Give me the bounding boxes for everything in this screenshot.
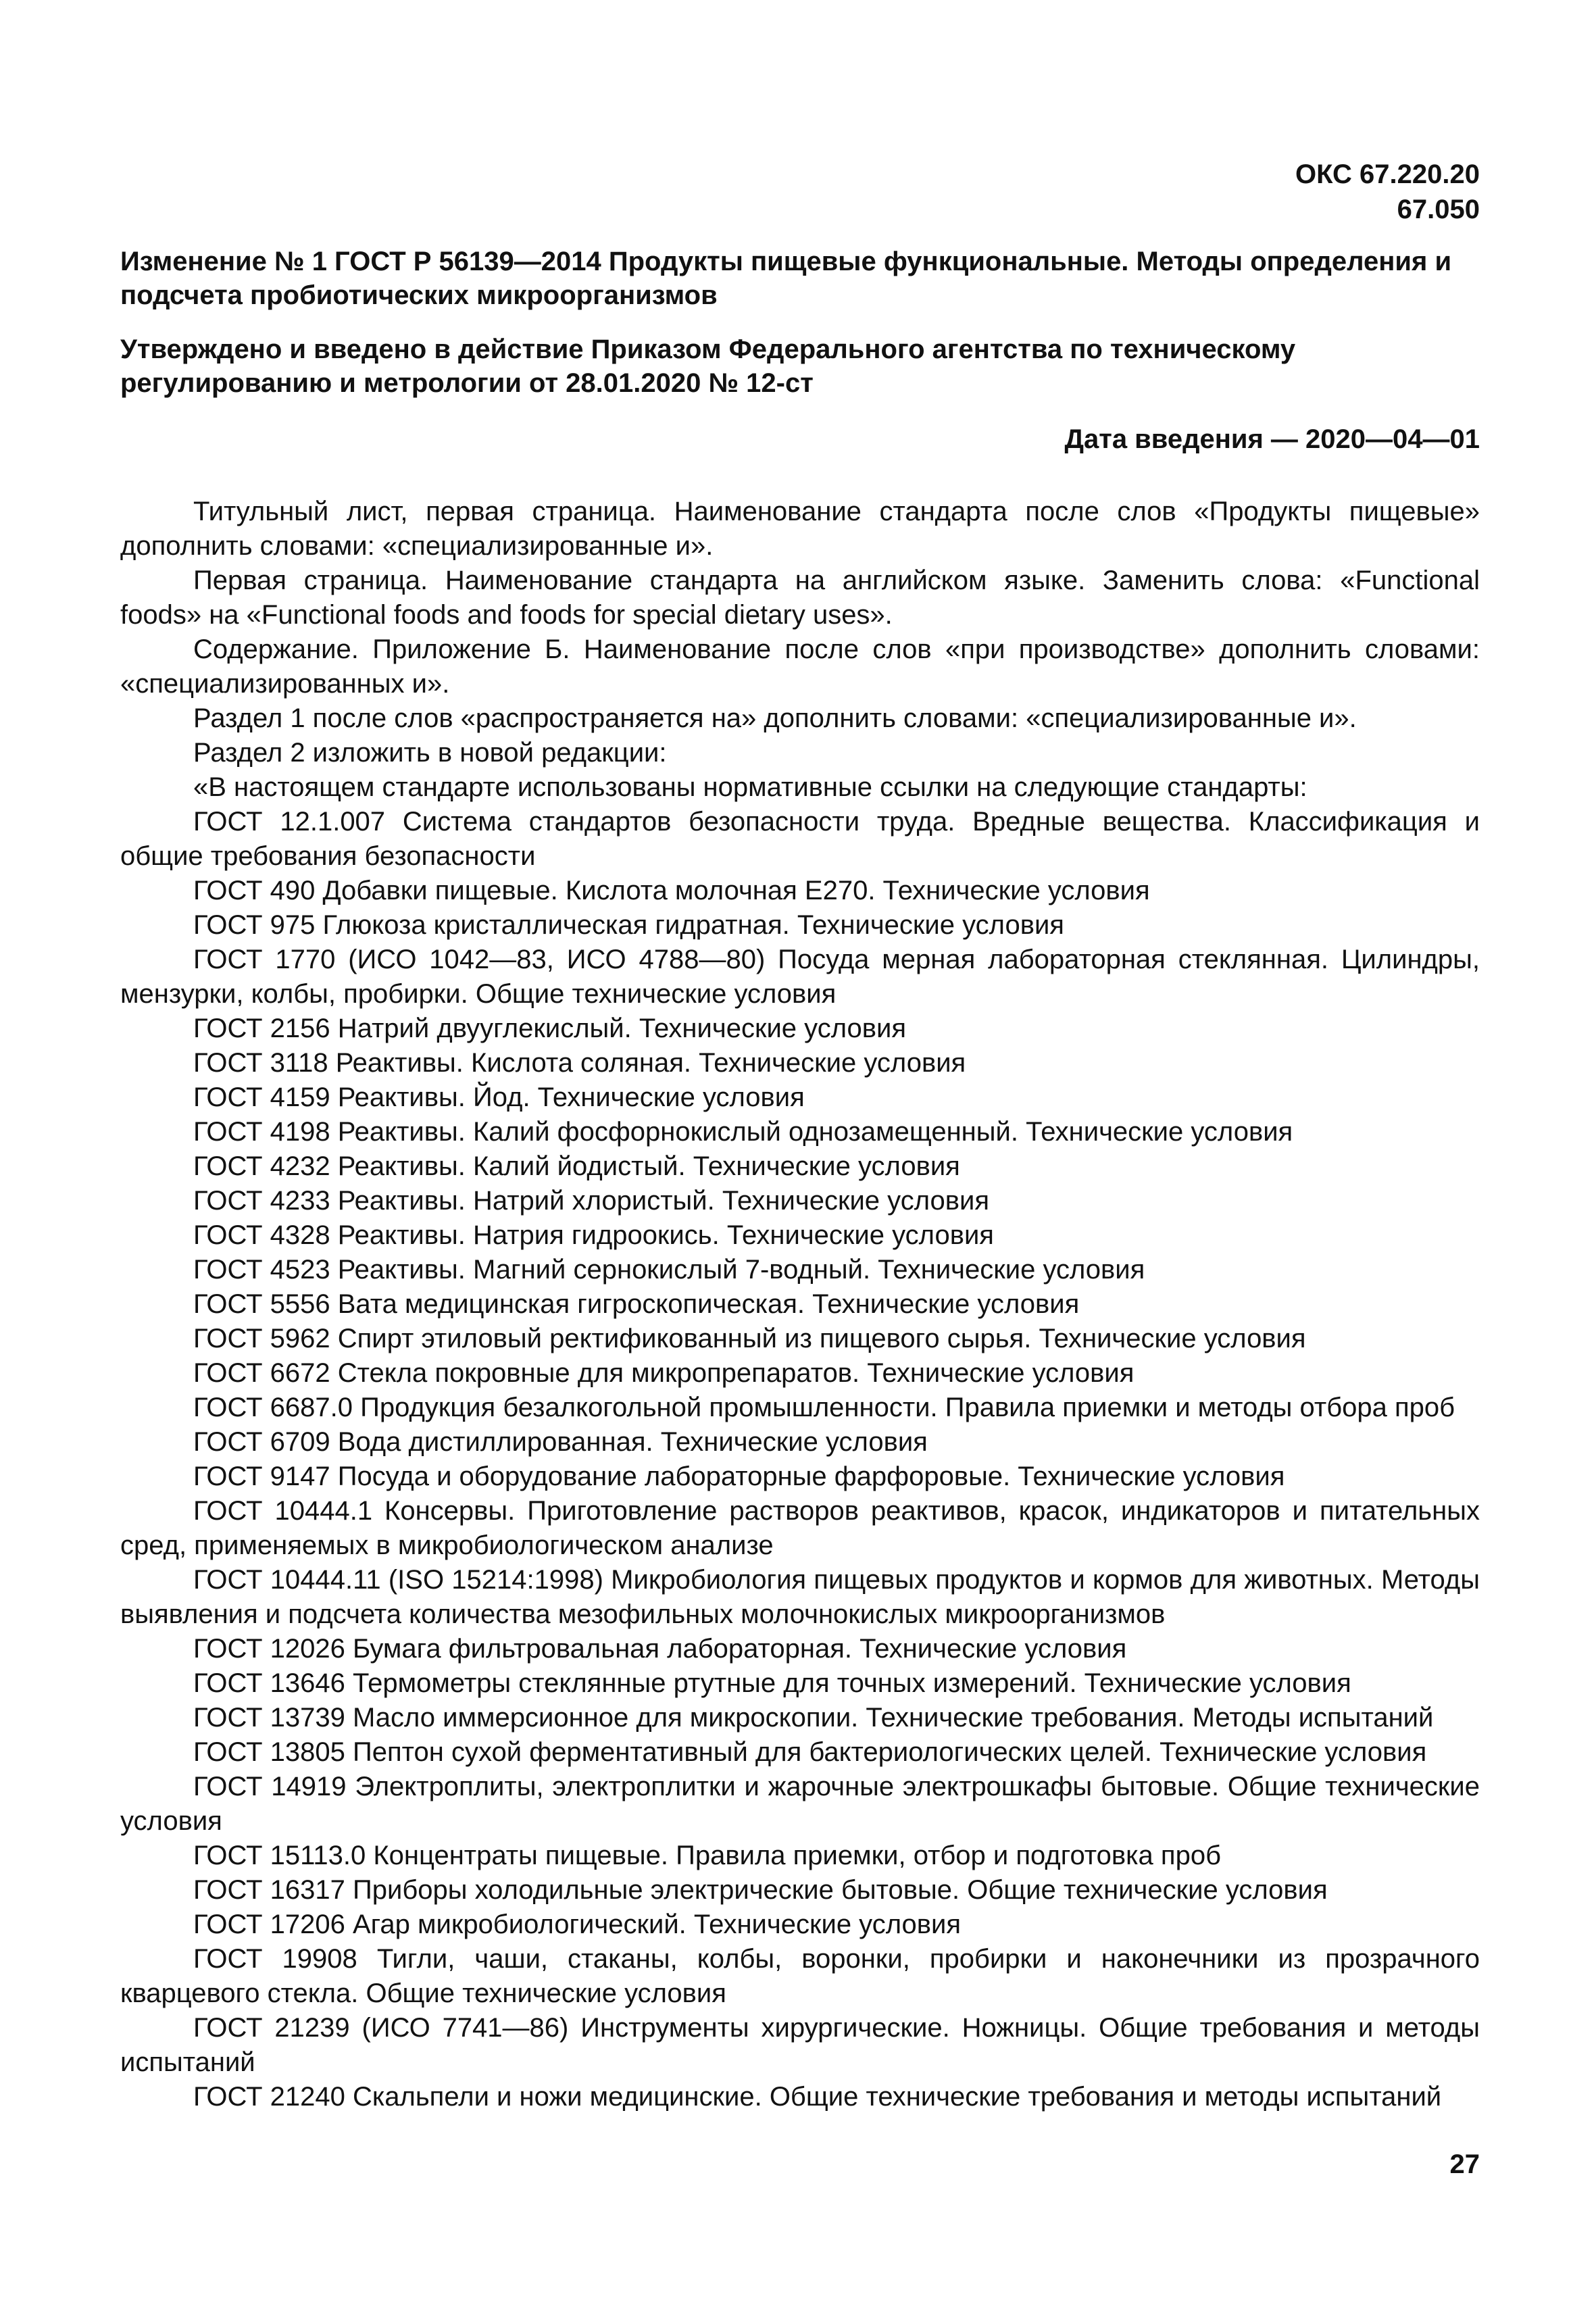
oks-codes [120, 157, 1480, 227]
body-paragraph: ГОСТ 6687.0 Продукция безалкогольной промышленности. Правила приемки и методы отбора проб [193, 1393, 1455, 1422]
body-paragraph: ГОСТ 19908 Тигли, чаши, стаканы, колбы, воронки, пробирки и наконечники из прозрачного кварцевого стекла. Общие технические условия [120, 1944, 1480, 2008]
body-paragraph: Титульный лист, первая страница. Наименование стандарта после слов «Продукты пищевые» дополнить словами: «специализированные и». [120, 497, 1480, 561]
body-paragraph: ГОСТ 12026 Бумага фильтровальная лабораторная. Технические условия [193, 1634, 1127, 1664]
body-paragraph: ГОСТ 13646 Термометры стеклянные ртутные для точных измерений. Технические условия [193, 1668, 1351, 1698]
document-body [120, 495, 1480, 2114]
body-paragraph: ГОСТ 21239 (ИСО 7741—86) Инструменты хирургические. Ножницы. Общие требования и методы испытаний [120, 2013, 1480, 2077]
body-paragraph: ГОСТ 4159 Реактивы. Йод. Технические условия [193, 1082, 805, 1112]
body-paragraph: Раздел 2 изложить в новой редакции: [193, 738, 667, 768]
body-paragraph: ГОСТ 5962 Спирт этиловый ректификованный из пищевого сырья. Технические условия [193, 1324, 1306, 1353]
body-paragraph: ГОСТ 4523 Реактивы. Магний сернокислый 7-водный. Технические условия [193, 1255, 1145, 1285]
body-paragraph: ГОСТ 15113.0 Концентраты пищевые. Правила приемки, отбор и подготовка проб [193, 1841, 1221, 1870]
body-paragraph: ГОСТ 4232 Реактивы. Калий йодистый. Технические условия [193, 1151, 960, 1181]
body-paragraph: ГОСТ 12.1.007 Система стандартов безопасности труда. Вредные вещества. Классификация и общие требования безопасности [120, 807, 1480, 871]
body-paragraph: ГОСТ 4233 Реактивы. Натрий хлористый. Технические условия [193, 1186, 989, 1216]
approval-statement: Утверждено и введено в действие Приказом Федерального агентства по техническому регулированию и метрологии от 28.01.2020 № 12-ст [120, 334, 1296, 398]
body-paragraph: «В настоящем стандарте использованы нормативные ссылки на следующие стандарты: [193, 772, 1307, 802]
body-paragraph: Раздел 1 после слов «распространяется на» дополнить словами: «специализированные и». [193, 703, 1357, 733]
body-paragraph: ГОСТ 975 Глюкоза кристаллическая гидратная. Технические условия [193, 910, 1064, 940]
body-paragraph: ГОСТ 13739 Масло иммерсионное для микроскопии. Технические требования. Методы испытаний [193, 1703, 1434, 1733]
body-paragraph: ГОСТ 5556 Вата медицинская гигроскопическая. Технические условия [193, 1289, 1080, 1319]
body-paragraph: ГОСТ 9147 Посуда и оборудование лабораторные фарфоровые. Технические условия [193, 1462, 1285, 1491]
body-paragraph: ГОСТ 3118 Реактивы. Кислота соляная. Технические условия [193, 1048, 966, 1078]
body-paragraph: ГОСТ 17206 Агар микробиологический. Технические условия [193, 1910, 962, 1939]
body-paragraph: ГОСТ 4198 Реактивы. Калий фосфорнокислый однозамещенный. Технические условия [193, 1117, 1293, 1147]
body-paragraph: ГОСТ 21240 Скальпели и ножи медицинские. Общие технические требования и методы испытаний [193, 2082, 1442, 2112]
body-paragraph: ГОСТ 2156 Натрий двууглекислый. Технические условия [193, 1014, 906, 1043]
body-paragraph: ГОСТ 10444.11 (ISO 15214:1998) Микробиология пищевых продуктов и кормов для животных. Методы выявления и подсчета количества мезофильных молочнокислых микроорганизмов [120, 1565, 1480, 1629]
body-paragraph: ГОСТ 10444.1 Консервы. Приготовление растворов реактивов, красок, индикаторов и питательных сред, применяемых в микробиологическом анализе [120, 1496, 1480, 1560]
body-paragraph: Содержание. Приложение Б. Наименование после слов «при производстве» дополнить словами: «специализированных и». [120, 634, 1480, 699]
page-number: 27 [1449, 2149, 1480, 2179]
body-paragraph: ГОСТ 16317 Приборы холодильные электрические бытовые. Общие технические условия [193, 1875, 1328, 1905]
body-paragraph: ГОСТ 13805 Пептон сухой ферментативный для бактериологических целей. Технические условия [193, 1737, 1427, 1767]
body-paragraph: ГОСТ 6709 Вода дистиллированная. Технические условия [193, 1427, 928, 1457]
body-paragraph: ГОСТ 490 Добавки пищевые. Кислота молочная Е270. Технические условия [193, 876, 1150, 905]
body-paragraph: ГОСТ 14919 Электроплиты, электроплитки и жарочные электрошкафы бытовые. Общие технические условия [120, 1772, 1480, 1836]
body-paragraph: Первая страница. Наименование стандарта на английском языке. Заменить слова: «Functional foods» на «Functional foods and foods for special dietary uses». [120, 566, 1480, 630]
body-paragraph: ГОСТ 6672 Стекла покровные для микропрепаратов. Технические условия [193, 1358, 1134, 1388]
oks-code-primary: ОКС 67.220.20 [1295, 159, 1480, 189]
document-title: Изменение № 1 ГОСТ Р 56139—2014 Продукты пищевые функциональные. Методы определения и подсчета пробиотических микроорганизмов [120, 247, 1452, 310]
oks-code-secondary: 67.050 [1397, 195, 1480, 224]
body-paragraph: ГОСТ 4328 Реактивы. Натрия гидроокись. Технические условия [193, 1220, 994, 1250]
effective-date: Дата введения — 2020—04—01 [1064, 424, 1480, 454]
body-paragraph: ГОСТ 1770 (ИСО 1042—83, ИСО 4788—80) Посуда мерная лабораторная стеклянная. Цилиндры, мензурки, колбы, пробирки. Общие технические условия [120, 945, 1480, 1009]
